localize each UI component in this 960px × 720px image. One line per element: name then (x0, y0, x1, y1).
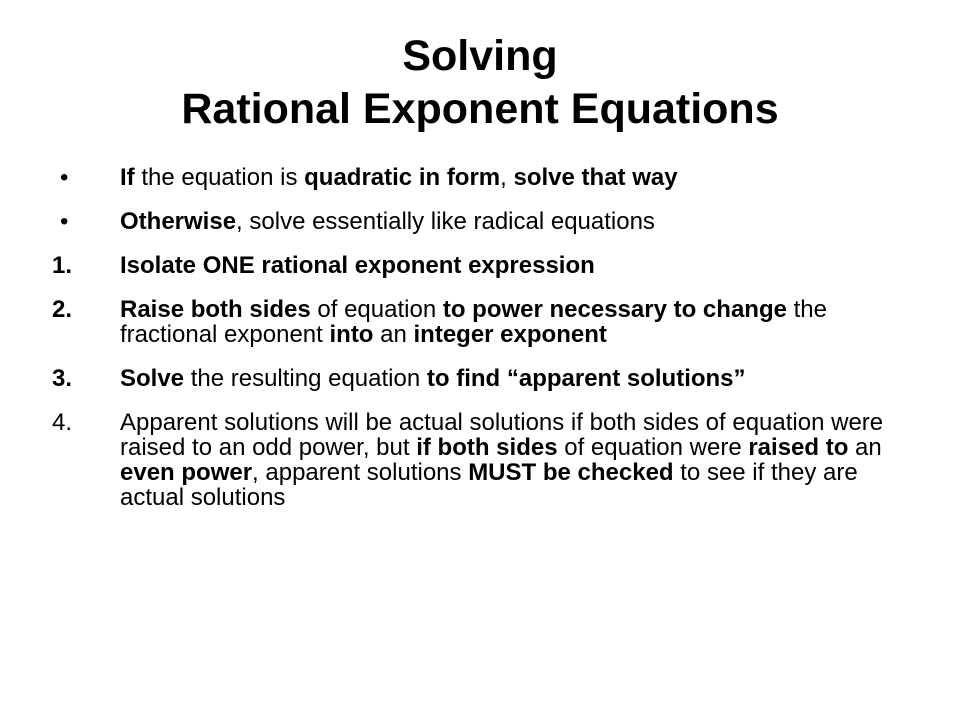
text-run: of equation (310, 296, 443, 323)
step-number: 1. (52, 252, 73, 279)
text-run: Solve (120, 365, 185, 392)
item-text (120, 296, 827, 348)
text-run: solve that way (513, 164, 678, 191)
title-line-2: Rational Exponent Equations (181, 85, 779, 133)
text-run: MUST be checked (468, 459, 674, 486)
item-text (120, 208, 655, 235)
text-run: of equation were (557, 434, 749, 461)
text-run: Isolate ONE rational exponent expression (120, 252, 595, 279)
text-run: the fractional exponent (120, 296, 827, 348)
text-run: integer exponent (413, 321, 607, 348)
text-run: even power (120, 459, 253, 486)
item-text (120, 164, 678, 191)
text-run: Otherwise (120, 208, 237, 235)
text-run: If (120, 164, 135, 191)
text-run: , apparent solutions (252, 459, 469, 486)
text-run: Apparent solutions will be actual solutions if both sides of equation were raised to an odd power, but (120, 409, 884, 461)
text-run: , solve essentially like radical equations (236, 208, 655, 235)
step-number: 3. (52, 365, 73, 392)
content-list (52, 165, 912, 529)
text-run: an (373, 321, 414, 348)
item-text (120, 409, 883, 511)
item-text (120, 365, 746, 392)
text-run: the equation is (134, 164, 305, 191)
text-run: to power necessary to change (442, 296, 787, 323)
item-text (120, 252, 595, 279)
bullet-marker: • (60, 208, 69, 235)
step-item-1 (52, 253, 912, 278)
text-run: to see if they are actual solutions (120, 459, 858, 511)
slide-title (60, 30, 900, 136)
step-item-2 (52, 297, 912, 347)
text-run: if both sides (416, 434, 558, 461)
step-item-3 (52, 366, 912, 391)
text-run: raised to (748, 434, 849, 461)
bullet-marker: • (60, 164, 69, 191)
text-run: Raise both sides (120, 296, 311, 323)
text-run: , (500, 164, 514, 191)
text-run: to find “apparent solutions” (426, 365, 746, 392)
step-number: 2. (52, 296, 73, 323)
bullet-item-2 (52, 209, 912, 234)
text-run: the resulting equation (184, 365, 427, 392)
step-item-4 (52, 410, 912, 510)
step-number: 4. (52, 409, 73, 436)
bullet-item-1 (52, 165, 912, 190)
text-run: quadratic in form (304, 164, 501, 191)
title-line-1: Solving (402, 32, 558, 80)
text-run: into (329, 321, 374, 348)
text-run: an (848, 434, 882, 461)
